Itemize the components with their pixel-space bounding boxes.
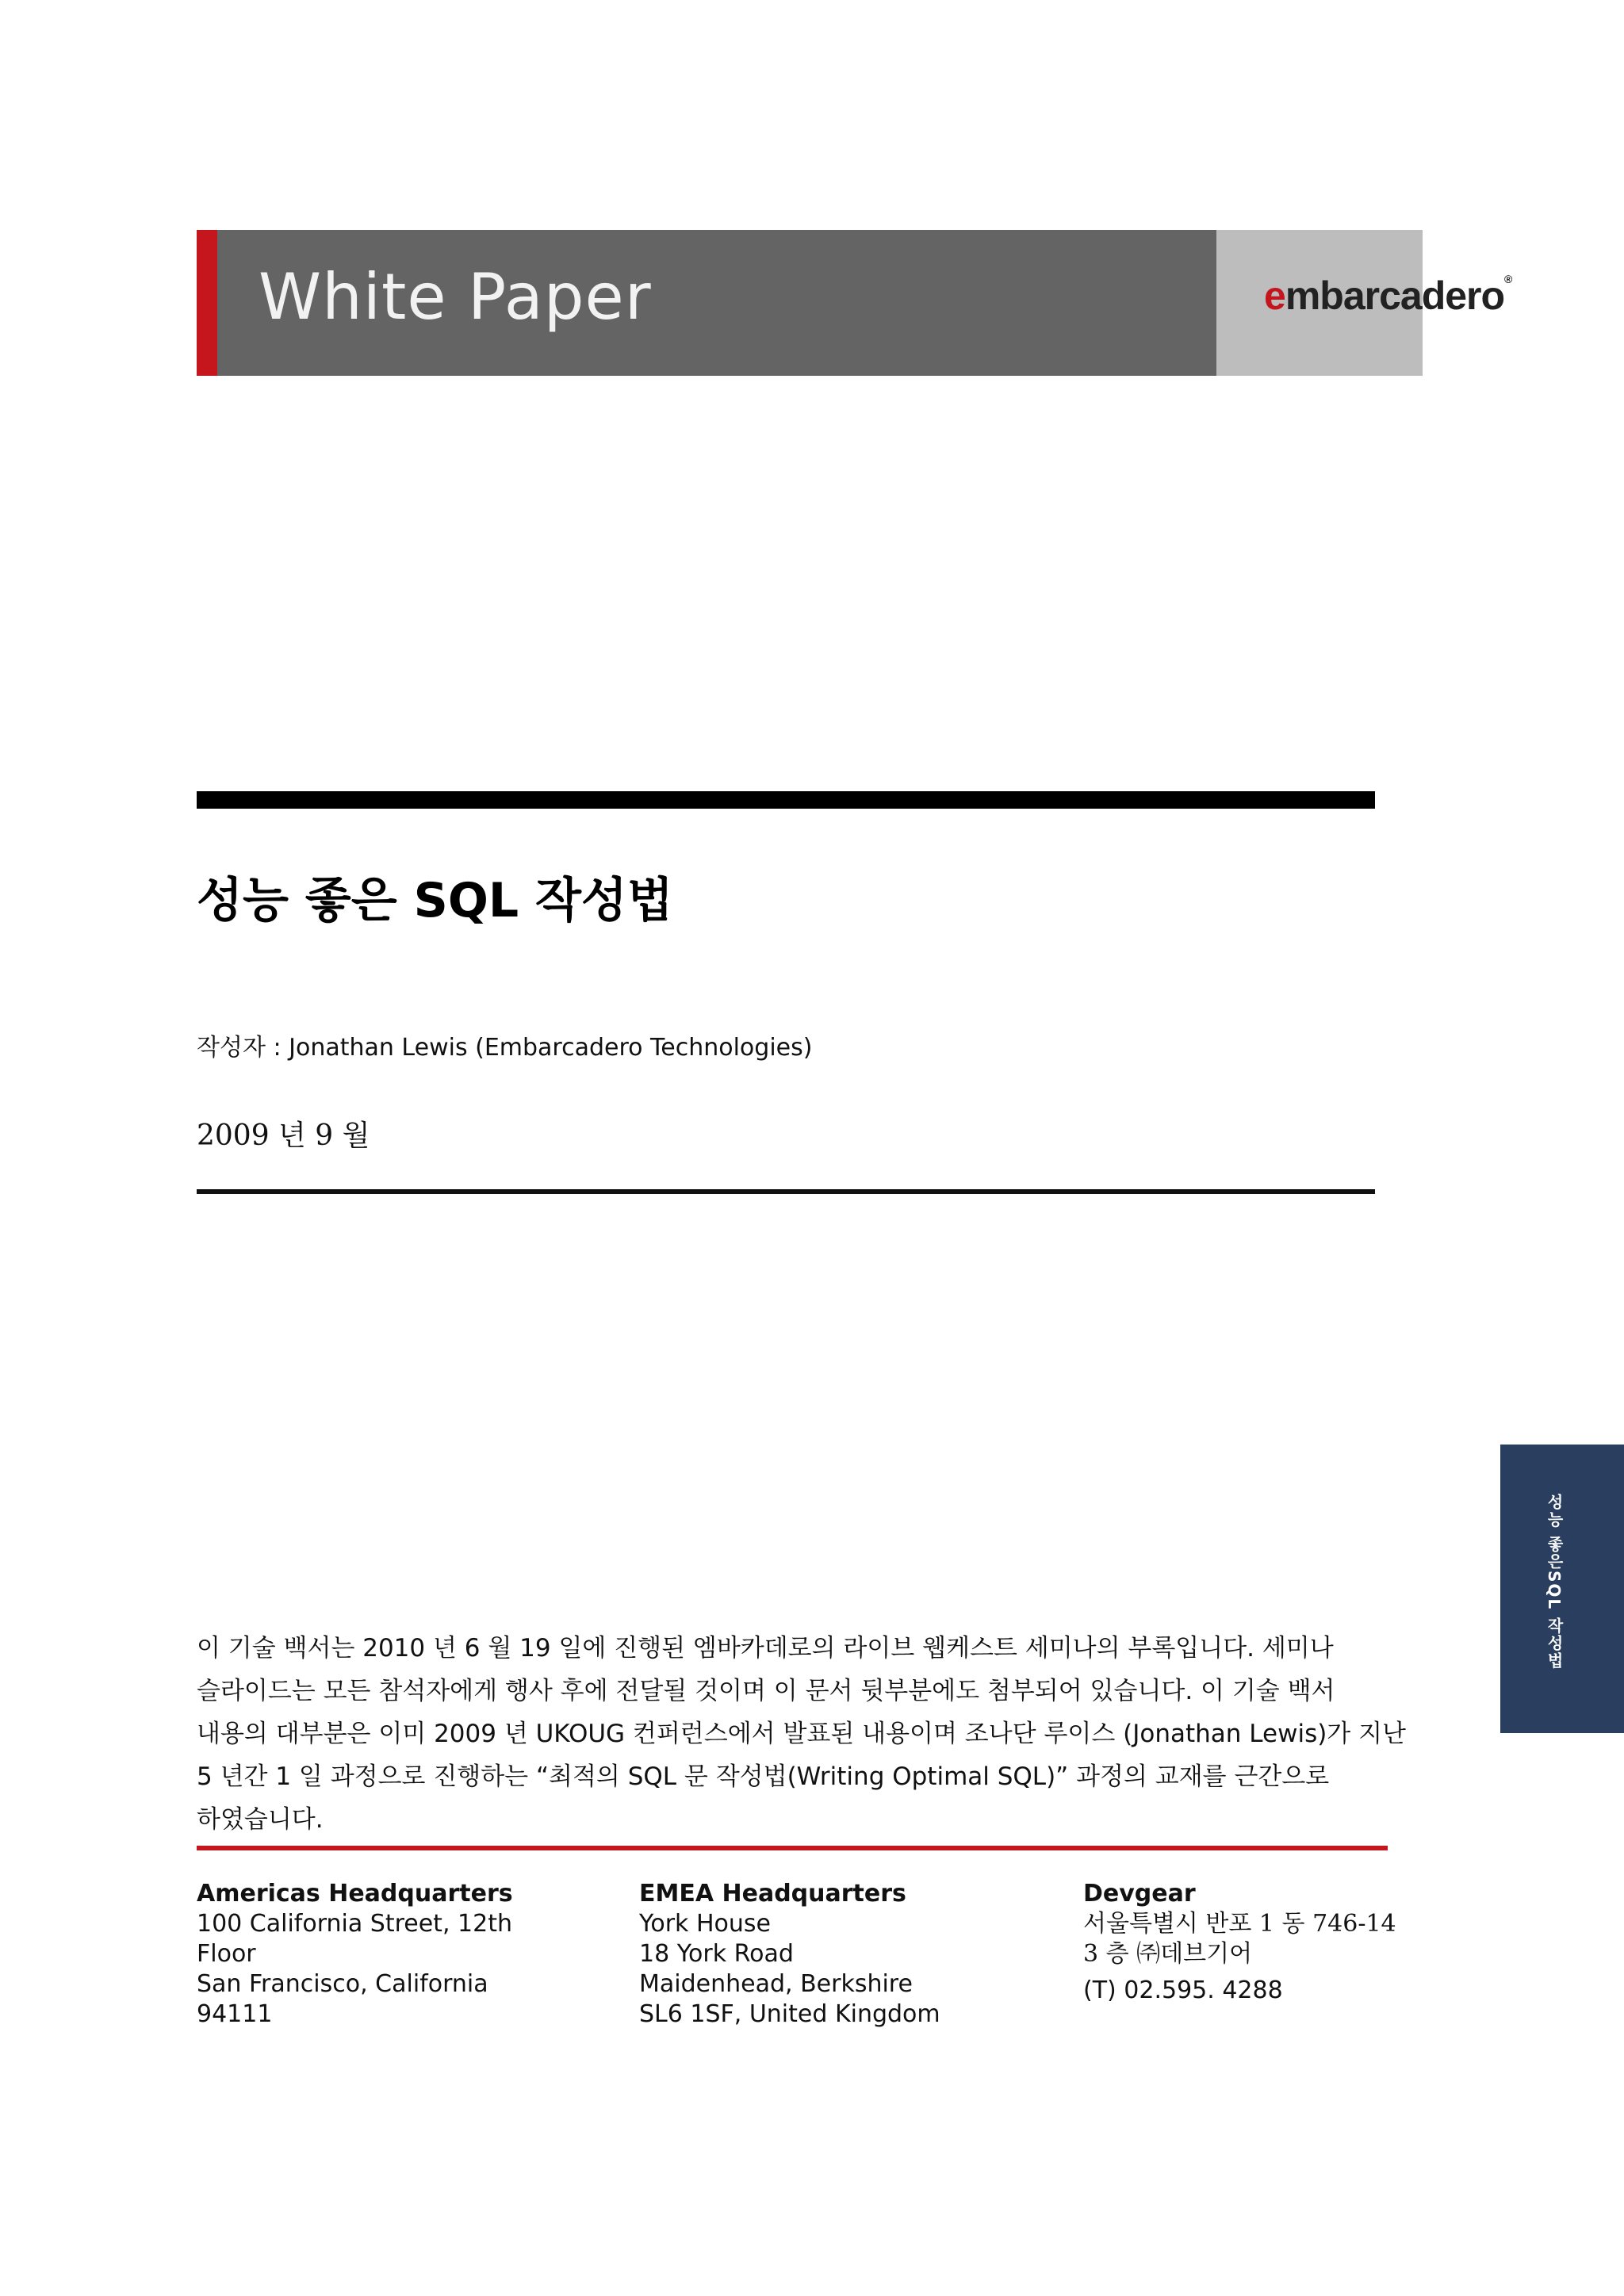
abstract-line: 하였습니다. (197, 1805, 324, 1834)
title-top-rule (197, 791, 1375, 809)
address-line: Maidenhead, Berkshire (639, 1970, 913, 1998)
abstract-paragraph (197, 1627, 1418, 1841)
address-line: 18 York Road (639, 1940, 794, 1968)
emea-headquarters (639, 1879, 940, 2030)
banner-accent-bar (197, 230, 217, 376)
address-line: 100 California Street, 12th (197, 1910, 512, 1938)
address-line: 3 층 ㈜데브기어 (1083, 1940, 1253, 1968)
logo-wordmark: mbarcadero (1285, 274, 1505, 318)
white-paper-banner (197, 230, 1512, 376)
emea-heading: EMEA Headquarters (639, 1880, 906, 1908)
devgear-heading: Devgear (1083, 1880, 1196, 1908)
publication-date: 2009 년 9 월 (197, 1119, 370, 1152)
abstract-line: 내용의 대부분은 이미 2009 년 UKOUG 컨퍼런스에서 발표된 내용이며 조나단 루이스 (Jonathan Lewis)가 지난 (197, 1720, 1407, 1748)
address-line: Floor (197, 1940, 256, 1968)
embarcadero-logo (1264, 273, 1511, 319)
americas-heading: Americas Headquarters (197, 1880, 513, 1908)
logo-registered-mark: ® (1504, 273, 1512, 285)
devgear-office (1083, 1879, 1396, 2006)
side-tab-label: 성능 좋은SQL 작성법 (1545, 1494, 1564, 1670)
abstract-line: 이 기술 백서는 2010 년 6 월 19 일에 진행된 엠바카데로의 라이브 웹케스트 세미나의 부록입니다. 세미나 (197, 1634, 1334, 1663)
date-bottom-rule (197, 1189, 1375, 1194)
phone-number: (T) 02.595. 4288 (1083, 1976, 1283, 2004)
abstract-line: 5 년간 1 일 과정으로 진행하는 “최적의 SQL 문 작성법(Writing Optimal SQL)” 과정의 교재를 근간으로 (197, 1762, 1330, 1791)
address-line: York House (639, 1910, 771, 1938)
address-line: San Francisco, California (197, 1970, 488, 1998)
abstract-line: 슬라이드는 모든 참석자에게 행사 후에 전달될 것이며 이 문서 뒷부분에도 첨부되어 있습니다. 이 기술 백서 (197, 1677, 1335, 1705)
footer-red-rule (197, 1846, 1388, 1850)
address-line: 94111 (197, 2000, 273, 2028)
document-title: 성능 좋은 SQL 작성법 (197, 873, 673, 928)
author-line: 작성자 : Jonathan Lewis (Embarcadero Technologies) (197, 1034, 813, 1062)
address-line: SL6 1SF, United Kingdom (639, 2000, 940, 2028)
address-line: 서울특별시 반포 1 동 746-14 (1083, 1910, 1396, 1938)
americas-headquarters (197, 1879, 513, 2030)
banner-title: White Paper (259, 260, 652, 334)
logo-e-mark: e (1264, 274, 1285, 318)
